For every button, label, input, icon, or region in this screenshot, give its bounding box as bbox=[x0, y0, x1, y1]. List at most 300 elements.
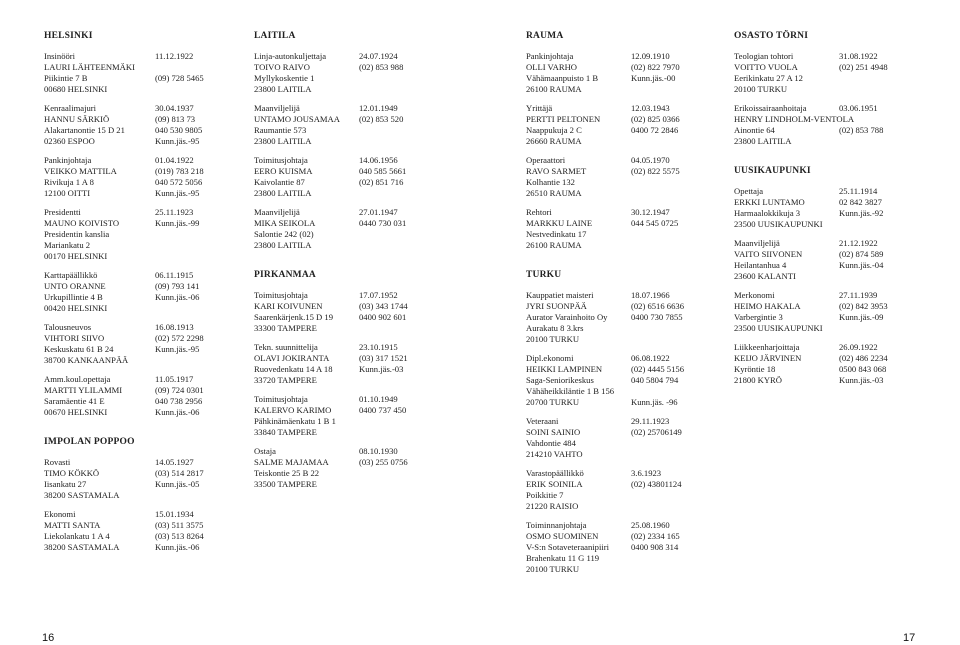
entry-line bbox=[44, 207, 239, 218]
entry-left-text: 20100 TURKU bbox=[526, 564, 580, 574]
entry-line bbox=[254, 84, 449, 95]
entry-left-text: 26660 RAUMA bbox=[526, 136, 582, 146]
entry-right-text: 29.11.1923 bbox=[631, 416, 670, 426]
entry-right-text: 30.04.1937 bbox=[155, 103, 194, 113]
entry-left-text: 20100 TURKU bbox=[526, 334, 580, 344]
entry-line bbox=[526, 416, 721, 427]
entry-left-text: 26100 RAUMA bbox=[526, 240, 582, 250]
entry-left-text: Teiskontie 25 B 22 bbox=[254, 468, 320, 478]
section-title: LAITILA bbox=[254, 31, 296, 41]
entry-line bbox=[526, 103, 721, 114]
entry-left-text: 12100 OITTI bbox=[44, 188, 91, 198]
entry-line bbox=[254, 188, 449, 199]
entry-line bbox=[526, 166, 721, 177]
entry-right-text: 08.10.1930 bbox=[359, 446, 398, 456]
section-title: TURKU bbox=[526, 270, 562, 280]
entry-right-text: 24.07.1924 bbox=[359, 51, 398, 61]
entry-left-text: Myllykoskentie 1 bbox=[254, 73, 315, 83]
entry-left-text: Saramäentie 41 E bbox=[44, 396, 105, 406]
member-name: OLAVI JOKIRANTA bbox=[254, 353, 330, 363]
entry-left-text: Varastopäällikkö bbox=[526, 468, 584, 478]
entry-line bbox=[254, 301, 449, 312]
entry-right-text: (09) 724 0301 bbox=[155, 385, 204, 395]
section-title: PIRKANMAA bbox=[254, 270, 316, 280]
entry-line bbox=[526, 501, 721, 512]
entry-right-text: 11.05.1917 bbox=[155, 374, 194, 384]
entry-right-text: (02) 486 2234 bbox=[839, 353, 888, 363]
section-title: UUSIKAUPUNKI bbox=[734, 166, 811, 176]
member-entry bbox=[254, 155, 449, 199]
entry-line bbox=[526, 542, 721, 553]
member-entry bbox=[526, 468, 721, 512]
entry-line bbox=[44, 166, 239, 177]
entry-right-text: 14.06.1956 bbox=[359, 155, 398, 165]
entry-line bbox=[526, 73, 721, 84]
entry-line bbox=[526, 177, 721, 188]
entry-line bbox=[526, 490, 721, 501]
entry-line bbox=[254, 342, 449, 353]
entry-left-text: 33500 TAMPERE bbox=[254, 479, 317, 489]
member-entry bbox=[526, 520, 721, 575]
entry-line bbox=[254, 218, 449, 229]
entry-line bbox=[44, 322, 239, 333]
entry-line bbox=[44, 490, 239, 501]
member-entry bbox=[44, 51, 239, 95]
entry-right-text: 0400 72 2846 bbox=[631, 125, 679, 135]
entry-left-text: Saarenkärjenk.15 D 19 bbox=[254, 312, 333, 322]
section-title: HELSINKI bbox=[44, 31, 93, 41]
entry-line bbox=[526, 114, 721, 125]
entry-right-text: 23.10.1915 bbox=[359, 342, 398, 352]
entry-right-text: Kunn.jäs.-06 bbox=[155, 542, 200, 552]
entry-right-text: 0440 730 031 bbox=[359, 218, 407, 228]
entry-left-text: 23800 LAITILA bbox=[254, 240, 312, 250]
entry-left-text: Toiminnanjohtaja bbox=[526, 520, 587, 530]
entry-left-text: Ruovedenkatu 14 A 18 bbox=[254, 364, 333, 374]
entry-right-text: 15.01.1934 bbox=[155, 509, 194, 519]
entry-left-text: 38700 KANKAANPÄÄ bbox=[44, 355, 129, 365]
entry-left-text: Poikkitie 7 bbox=[526, 490, 564, 500]
entry-line bbox=[44, 73, 239, 84]
member-entry bbox=[734, 342, 929, 386]
member-name: MARTTI YLILAMMI bbox=[44, 385, 123, 395]
entry-line bbox=[734, 353, 929, 364]
section-gap bbox=[526, 259, 721, 269]
entry-left-text: 26510 RAUMA bbox=[526, 188, 582, 198]
entry-line bbox=[44, 136, 239, 147]
entry-line bbox=[526, 531, 721, 542]
entry-right-text: (02) 851 716 bbox=[359, 177, 404, 187]
entry-right-text: Kunn.jäs.-95 bbox=[155, 136, 200, 146]
entry-line bbox=[254, 446, 449, 457]
member-name: MATTI SANTA bbox=[44, 520, 101, 530]
entry-line bbox=[44, 240, 239, 251]
entry-line bbox=[44, 114, 239, 125]
entry-left-text: 20100 TURKU bbox=[734, 84, 788, 94]
member-name: KEIJO JÄRVINEN bbox=[734, 353, 802, 363]
member-name: ERIK SOINILA bbox=[526, 479, 583, 489]
entry-right-text: 06.08.1922 bbox=[631, 353, 670, 363]
entry-right-text: 11.12.1922 bbox=[155, 51, 194, 61]
entry-right-text: 040 585 5661 bbox=[359, 166, 407, 176]
entry-left-text: 00170 HELSINKI bbox=[44, 251, 108, 261]
entry-left-text: Presidentti bbox=[44, 207, 81, 217]
entry-left-text: Talousneuvos bbox=[44, 322, 92, 332]
member-entry bbox=[526, 155, 721, 199]
entry-line bbox=[526, 564, 721, 575]
entry-line bbox=[254, 416, 449, 427]
entry-right-text: 12.01.1949 bbox=[359, 103, 398, 113]
entry-line bbox=[44, 542, 239, 553]
entry-right-text: 02 842 3827 bbox=[839, 197, 882, 207]
entry-right-text: Kunn.jäs.-03 bbox=[839, 375, 884, 385]
entry-left-text: Vähämaanpuisto 1 B bbox=[526, 73, 599, 83]
entry-line bbox=[734, 186, 929, 197]
entry-left-text: Eerikinkatu 27 A 12 bbox=[734, 73, 803, 83]
entry-left-text: 33720 TAMPERE bbox=[254, 375, 317, 385]
entry-right-text: 0400 902 601 bbox=[359, 312, 407, 322]
entry-line bbox=[734, 301, 929, 312]
entry-left-text: 23800 LAITILA bbox=[734, 136, 792, 146]
entry-line bbox=[526, 438, 721, 449]
entry-left-text: Salontie 242 (02) bbox=[254, 229, 314, 239]
entry-left-text: Pankinjohtaja bbox=[526, 51, 574, 61]
entry-right-text: 044 545 0725 bbox=[631, 218, 679, 228]
section-gap bbox=[734, 155, 929, 165]
member-entry bbox=[734, 103, 929, 147]
entry-line bbox=[44, 177, 239, 188]
entry-right-text: (03) 343 1744 bbox=[359, 301, 408, 311]
entry-line bbox=[734, 312, 929, 323]
entry-line bbox=[44, 479, 239, 490]
entry-line bbox=[44, 218, 239, 229]
entry-line bbox=[44, 457, 239, 468]
entry-line bbox=[254, 457, 449, 468]
entry-right-text: Kunn.jäs.-03 bbox=[359, 364, 404, 374]
entry-line bbox=[526, 207, 721, 218]
entry-line bbox=[734, 114, 929, 125]
entry-line bbox=[254, 51, 449, 62]
entry-line bbox=[526, 290, 721, 301]
entry-left-text: Kyröntie 18 bbox=[734, 364, 776, 374]
entry-left-text: Linja-autonkuljettaja bbox=[254, 51, 327, 61]
entry-line bbox=[254, 73, 449, 84]
entry-left-text: Ekonomi bbox=[44, 509, 76, 519]
entry-left-text: Maanviljelijä bbox=[254, 207, 300, 217]
entry-line bbox=[526, 449, 721, 460]
entry-left-text: V-S:n Sotaveteraanipiiri bbox=[526, 542, 609, 552]
entry-line bbox=[44, 468, 239, 479]
member-name: EERO KUISMA bbox=[254, 166, 313, 176]
entry-right-text: Kunn.jäs. -96 bbox=[631, 397, 678, 407]
entry-right-text: (019) 783 218 bbox=[155, 166, 204, 176]
section-gap bbox=[254, 259, 449, 269]
entry-line bbox=[254, 166, 449, 177]
entry-right-text: (02) 853 788 bbox=[839, 125, 884, 135]
entry-right-text: (02) 825 0366 bbox=[631, 114, 680, 124]
entry-right-text: (09) 813 73 bbox=[155, 114, 196, 124]
entry-left-text: Alakartanontie 15 D 21 bbox=[44, 125, 125, 135]
entry-left-text: Saga-Seniorikeskus bbox=[526, 375, 594, 385]
member-entry bbox=[254, 342, 449, 386]
entry-line bbox=[526, 375, 721, 386]
entry-right-text: 0400 730 7855 bbox=[631, 312, 683, 322]
entry-right-text: (03) 255 0756 bbox=[359, 457, 408, 467]
member-entry bbox=[44, 207, 239, 262]
entry-left-text: Rivikuja 1 A 8 bbox=[44, 177, 94, 187]
entry-left-text: Amm.koul.opettaja bbox=[44, 374, 111, 384]
column-1 bbox=[44, 30, 239, 561]
entry-right-text: 0500 843 068 bbox=[839, 364, 887, 374]
member-name: OSMO SUOMINEN bbox=[526, 531, 599, 541]
entry-line bbox=[526, 334, 721, 345]
entry-left-text: Liekolankatu 1 A 4 bbox=[44, 531, 110, 541]
member-entry bbox=[526, 103, 721, 147]
member-name: UNTAMO JOUSAMAA bbox=[254, 114, 340, 124]
entry-right-text: Kunn.jäs.-04 bbox=[839, 260, 884, 270]
entry-line bbox=[526, 386, 721, 397]
entry-left-text: Ainontie 64 bbox=[734, 125, 775, 135]
entry-left-text: Kolhantie 132 bbox=[526, 177, 575, 187]
entry-line bbox=[734, 219, 929, 230]
entry-left-text: 33840 TAMPERE bbox=[254, 427, 317, 437]
entry-line bbox=[526, 125, 721, 136]
entry-left-text: 38200 SASTAMALA bbox=[44, 490, 120, 500]
entry-line bbox=[734, 103, 929, 114]
member-name: SALME MAJAMAA bbox=[254, 457, 329, 467]
entry-right-text: (02) 251 4948 bbox=[839, 62, 888, 72]
entry-line bbox=[254, 229, 449, 240]
entry-left-text: Operaattori bbox=[526, 155, 566, 165]
entry-left-text: Yrittäjä bbox=[526, 103, 553, 113]
entry-left-text: Aurakatu 8 3.krs bbox=[526, 323, 584, 333]
entry-line bbox=[44, 229, 239, 240]
entry-left-text: 00420 HELSINKI bbox=[44, 303, 108, 313]
entry-right-text: 16.08.1913 bbox=[155, 322, 194, 332]
entry-left-text: Rovasti bbox=[44, 457, 71, 467]
entry-left-text: 23600 KALANTI bbox=[734, 271, 796, 281]
member-name: MIKA SEIKOLA bbox=[254, 218, 316, 228]
entry-right-text: 31.08.1922 bbox=[839, 51, 878, 61]
entry-left-text: Presidentin kanslia bbox=[44, 229, 110, 239]
entry-line bbox=[526, 51, 721, 62]
entry-left-text: 00680 HELSINKI bbox=[44, 84, 108, 94]
entry-left-text: 26100 RAUMA bbox=[526, 84, 582, 94]
entry-left-text: Insinööri bbox=[44, 51, 76, 61]
entry-line bbox=[254, 427, 449, 438]
entry-right-text: 12.09.1910 bbox=[631, 51, 670, 61]
entry-right-text: 26.09.1922 bbox=[839, 342, 878, 352]
entry-line bbox=[44, 103, 239, 114]
entry-right-text: 25.11.1923 bbox=[155, 207, 194, 217]
member-entry bbox=[526, 290, 721, 345]
entry-left-text: Piikintie 7 B bbox=[44, 73, 88, 83]
column-2 bbox=[254, 30, 449, 498]
entry-line bbox=[734, 238, 929, 249]
member-name: SOINI SAINIO bbox=[526, 427, 581, 437]
entry-line bbox=[254, 177, 449, 188]
section-title: OSASTO TÖRNI bbox=[734, 31, 809, 41]
entry-line bbox=[526, 188, 721, 199]
section-title: RAUMA bbox=[526, 31, 564, 41]
entry-line bbox=[44, 292, 239, 303]
entry-right-text: Kunn.jäs.-09 bbox=[839, 312, 884, 322]
entry-line bbox=[254, 290, 449, 301]
entry-line bbox=[734, 62, 929, 73]
entry-line bbox=[526, 397, 721, 408]
member-entry bbox=[734, 186, 929, 230]
entry-line bbox=[734, 51, 929, 62]
entry-left-text: Rehtori bbox=[526, 207, 552, 217]
entry-left-text: Keskuskatu 61 B 24 bbox=[44, 344, 114, 354]
entry-line bbox=[44, 281, 239, 292]
entry-line bbox=[44, 303, 239, 314]
entry-line bbox=[44, 62, 239, 73]
entry-line bbox=[254, 353, 449, 364]
member-name: HANNU SÄRKIÖ bbox=[44, 114, 110, 124]
entry-left-text: Erikoissairaanhoitaja bbox=[734, 103, 807, 113]
entry-right-text: (03) 514 2817 bbox=[155, 468, 204, 478]
entry-line bbox=[526, 240, 721, 251]
entry-line bbox=[254, 155, 449, 166]
entry-line bbox=[734, 125, 929, 136]
entry-line bbox=[526, 468, 721, 479]
entry-line bbox=[526, 84, 721, 95]
entry-line bbox=[254, 312, 449, 323]
entry-line bbox=[734, 197, 929, 208]
entry-right-text: (09) 728 5465 bbox=[155, 73, 204, 83]
entry-line bbox=[526, 218, 721, 229]
entry-left-text: 00670 HELSINKI bbox=[44, 407, 108, 417]
entry-right-text: 27.01.1947 bbox=[359, 207, 398, 217]
entry-right-text: 14.05.1927 bbox=[155, 457, 194, 467]
entry-line bbox=[254, 62, 449, 73]
entry-left-text: Brahenkatu 11 G 119 bbox=[526, 553, 600, 563]
entry-right-text: (02) 2334 165 bbox=[631, 531, 680, 541]
entry-left-text: 20700 TURKU bbox=[526, 397, 580, 407]
entry-left-text: Liikkeenharjoittaja bbox=[734, 342, 800, 352]
entry-right-text: 3.6.1923 bbox=[631, 468, 662, 478]
entry-line bbox=[44, 155, 239, 166]
entry-line bbox=[526, 136, 721, 147]
entry-right-text: 040 530 9805 bbox=[155, 125, 203, 135]
entry-right-text: (02) 4445 5156 bbox=[631, 364, 684, 374]
entry-line bbox=[44, 374, 239, 385]
member-name: OLLI VARHO bbox=[526, 62, 578, 72]
entry-right-text: 01.10.1949 bbox=[359, 394, 398, 404]
entry-line bbox=[44, 407, 239, 418]
entry-line bbox=[254, 394, 449, 405]
member-entry bbox=[526, 416, 721, 460]
entry-left-text: Toimitusjohtaja bbox=[254, 155, 308, 165]
entry-left-text: Heilantanhua 4 bbox=[734, 260, 787, 270]
entry-line bbox=[254, 207, 449, 218]
entry-line bbox=[734, 364, 929, 375]
entry-line bbox=[526, 229, 721, 240]
entry-right-text: Kunn.jäs.-95 bbox=[155, 344, 200, 354]
entry-left-text: 33300 TAMPERE bbox=[254, 323, 317, 333]
entry-line bbox=[254, 125, 449, 136]
entry-right-text: 30.12.1947 bbox=[631, 207, 670, 217]
member-name: RAVO SARMET bbox=[526, 166, 587, 176]
section-title: IMPOLAN POPPOO bbox=[44, 437, 135, 447]
entry-left-text: Merkonomi bbox=[734, 290, 775, 300]
entry-right-text: (02) 43801124 bbox=[631, 479, 682, 489]
member-entry bbox=[526, 51, 721, 95]
entry-left-text: 23500 UUSIKAUPUNKI bbox=[734, 323, 823, 333]
entry-right-text: 01.04.1922 bbox=[155, 155, 194, 165]
entry-left-text: 02360 ESPOO bbox=[44, 136, 95, 146]
entry-line bbox=[44, 188, 239, 199]
entry-line bbox=[734, 375, 929, 386]
member-name: TOIVO RAIVO bbox=[254, 62, 310, 72]
entry-left-text: Veteraani bbox=[526, 416, 559, 426]
entry-right-text: (02) 6516 6636 bbox=[631, 301, 684, 311]
entry-line bbox=[254, 405, 449, 416]
member-name: MARKKU LAINE bbox=[526, 218, 593, 228]
entry-left-text: Vähäheikkiläntie 1 B 156 bbox=[526, 386, 615, 396]
entry-left-text: 214210 VAHTO bbox=[526, 449, 583, 459]
entry-line bbox=[526, 553, 721, 564]
entry-right-text: 040 738 2956 bbox=[155, 396, 203, 406]
entry-line bbox=[734, 208, 929, 219]
entry-left-text: Kauppatiet maisteri bbox=[526, 290, 594, 300]
entry-left-text: Pankinjohtaja bbox=[44, 155, 92, 165]
entry-line bbox=[526, 364, 721, 375]
entry-line bbox=[526, 62, 721, 73]
entry-left-text: 23800 LAITILA bbox=[254, 188, 312, 198]
entry-right-text: (02) 842 3953 bbox=[839, 301, 888, 311]
entry-right-text: (02) 853 988 bbox=[359, 62, 404, 72]
entry-right-text: (02) 822 5575 bbox=[631, 166, 680, 176]
entry-left-text: Toimitusjohtaja bbox=[254, 394, 308, 404]
entry-right-text: 040 572 5056 bbox=[155, 177, 203, 187]
entry-right-text: (02) 853 520 bbox=[359, 114, 404, 124]
entry-line bbox=[734, 290, 929, 301]
member-name: VAITO SIIVONEN bbox=[734, 249, 803, 259]
member-name: HEIKKI LAMPINEN bbox=[526, 364, 603, 374]
entry-left-text: 23800 LAITILA bbox=[254, 136, 312, 146]
entry-line bbox=[734, 260, 929, 271]
member-name: TIMO KÖKKÖ bbox=[44, 468, 100, 478]
entry-line bbox=[44, 396, 239, 407]
entry-line bbox=[44, 344, 239, 355]
member-entry bbox=[254, 290, 449, 334]
entry-left-text: Pähkinämäenkatu 1 B 1 bbox=[254, 416, 336, 426]
entry-right-text: 21.12.1922 bbox=[839, 238, 878, 248]
entry-line bbox=[254, 479, 449, 490]
entry-line bbox=[734, 249, 929, 260]
member-name: VEIKKO MATTILA bbox=[44, 166, 117, 176]
entry-line bbox=[44, 531, 239, 542]
entry-left-text: Kaivolantie 87 bbox=[254, 177, 305, 187]
entry-right-text: 25.11.1914 bbox=[839, 186, 878, 196]
member-name: ERKKI LUNTAMO bbox=[734, 197, 805, 207]
member-entry bbox=[254, 51, 449, 95]
entry-right-text: (03) 511 3575 bbox=[155, 520, 204, 530]
entry-right-text: 06.11.1915 bbox=[155, 270, 194, 280]
member-entry bbox=[44, 103, 239, 147]
entry-left-text: 21220 RAISIO bbox=[526, 501, 579, 511]
section-gap bbox=[44, 426, 239, 436]
entry-line bbox=[44, 385, 239, 396]
member-entry bbox=[734, 290, 929, 334]
entry-line bbox=[44, 520, 239, 531]
entry-line bbox=[734, 73, 929, 84]
entry-right-text: Kunn.jäs.-05 bbox=[155, 479, 200, 489]
entry-line bbox=[734, 342, 929, 353]
entry-right-text: Kunn.jäs.-06 bbox=[155, 407, 200, 417]
